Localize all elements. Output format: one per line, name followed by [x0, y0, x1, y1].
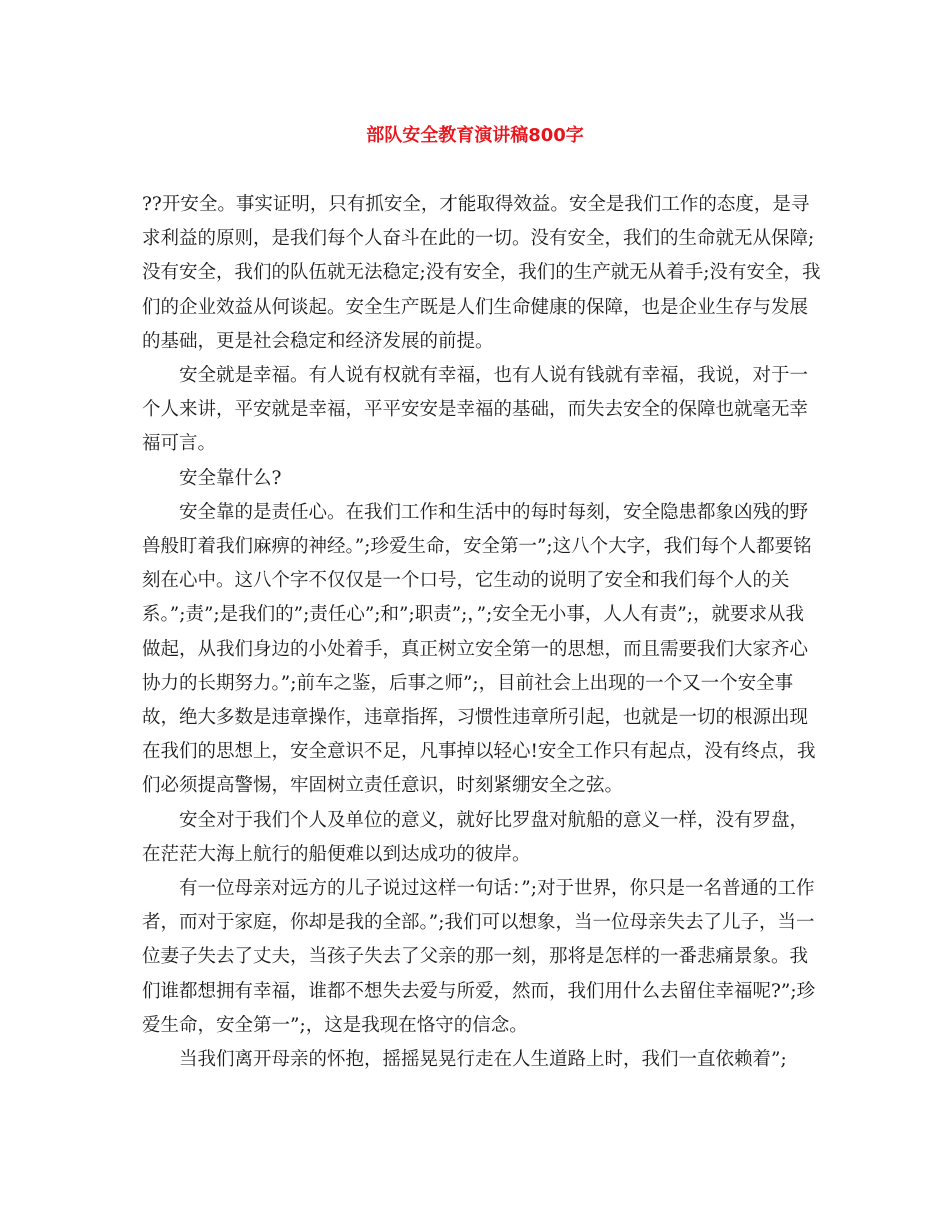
paragraph-4: 安全靠的是责任心。在我们工作和生活中的每时每刻，安全隐患都象凶残的野兽般盯着我们麻痹的神经。”;珍爱生命，安全第一”;这八个大字，我们每个人都要铭刻在心中。这八个字不仅仅是一个口号，它生动的说明了安全和我们每个人的关系。”;责”;是我们的”;责任心”;和”;职责”;，”;安全无小事，人人有责”;，就要求从我做起，从我们身边的小处着手，真正树立安全第一的思想，而且需要我们大家齐心协力的长期努力。”;前车之鉴，后事之师”;，目前社会上出现的一个又一个安全事故，绝大多数是违章操作，违章指挥，习惯性违章所引起，也就是一切的根源出现在我们的思想上，安全意识不足，凡事掉以轻心!安全工作只有起点，没有终点，我们必须提高警惕，牢固树立责任意识，时刻紧绷安全之弦。: [142, 501, 816, 797]
document-title: 部队安全教育演讲稿800字: [366, 125, 584, 146]
paragraph-3: 安全靠什么?: [179, 467, 282, 489]
paragraph-1: ??开安全。事实证明，只有抓安全，才能取得效益。安全是我们工作的态度，是寻求利益的原则，是我们每个人奋斗在此的一切。没有安全，我们的生命就无从保障;没有安全，我们的队伍就无法稳定;没有安全，我们的生产就无从着手;没有安全，我们的企业效益从何谈起。安全生产既是人们生命健康的保障，也是企业生存与发展的基础，更是社会稳定和经济发展的前提。: [142, 194, 821, 352]
paragraph-7: 当我们离开母亲的怀抱，摇摇晃晃行走在人生道路上时，我们一直依赖着”;: [179, 1049, 787, 1071]
document-body: [142, 188, 822, 1077]
paragraph-6: 有一位母亲对远方的儿子说过这样一句话：”;对于世界，你只是一名普通的工作者，而对于家庭，你却是我的全部。”;我们可以想象，当一位母亲失去了儿子，当一位妻子失去了丈夫，当孩子失去了父亲的那一刻，那将是怎样的一番悲痛景象。我们谁都想拥有幸福，谁都不想失去爱与所爱，然而，我们用什么去留住幸福呢?”;珍爱生命，安全第一”;，这是我现在恪守的信念。: [142, 878, 816, 1036]
paragraph-5: 安全对于我们个人及单位的意义，就好比罗盘对航船的意义一样，没有罗盘，在茫茫大海上航行的船便难以到达成功的彼岸。: [142, 809, 809, 865]
paragraph-2: 安全就是幸福。有人说有权就有幸福，也有人说有钱就有幸福，我说，对于一个人来讲，平安就是幸福，平平安安是幸福的基础，而失去安全的保障也就毫无幸福可言。: [142, 365, 809, 455]
